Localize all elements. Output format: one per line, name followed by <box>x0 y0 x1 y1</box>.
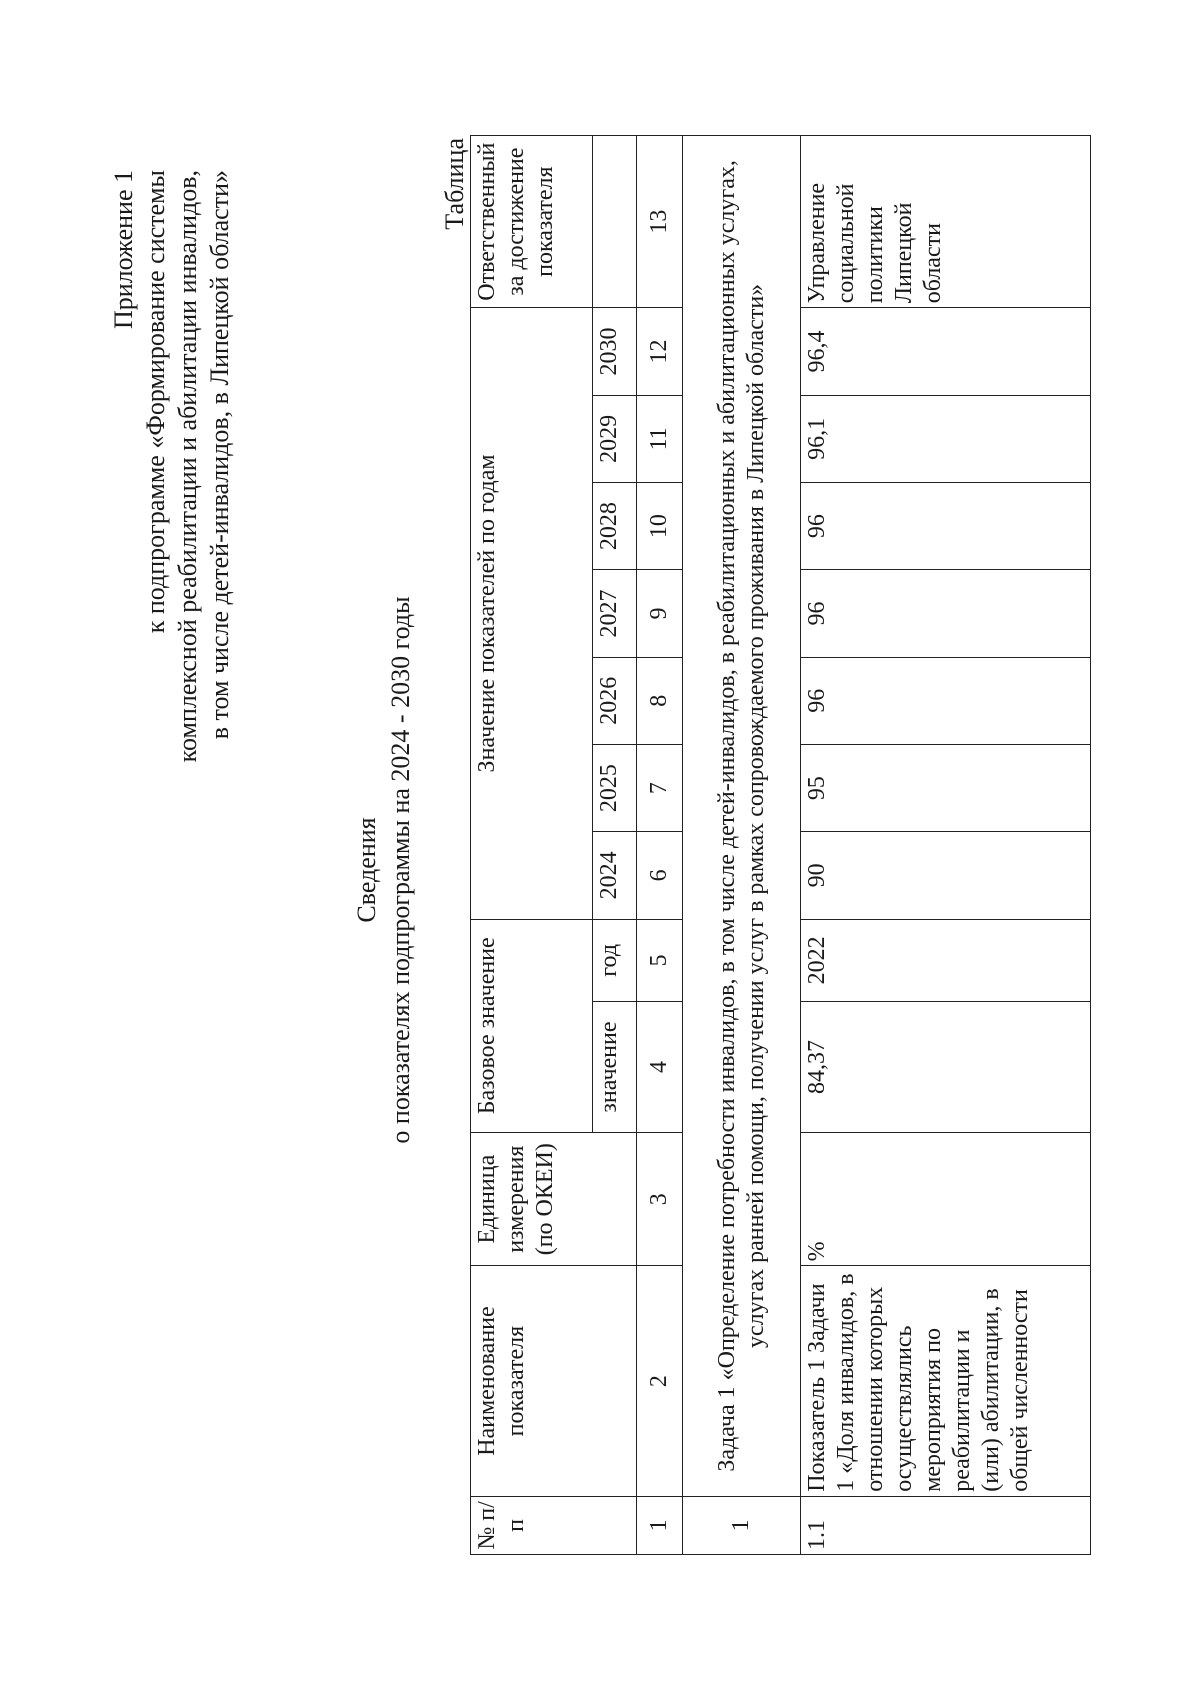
table-caption: Таблица <box>440 138 469 230</box>
appendix-line: Приложение 1 <box>109 170 138 330</box>
task-row <box>683 136 801 1555</box>
header-responsible-empty <box>593 136 637 308</box>
row-unit: % <box>801 1133 1091 1266</box>
col-number: 9 <box>637 570 683 657</box>
appendix-line: в том числе детей-инвалидов, в Липецкой области» <box>205 170 234 740</box>
document-sheet <box>100 130 1150 1610</box>
title-line-2: о показателях подпрограммы на 2024 - 2030 годы <box>386 596 415 1144</box>
task-text: Задача 1 «Определение потребности инвалидов, в том числе детей-инвалидов, в реабилитационных и абилитационных услугах, услугах ранней помощи, получении услуг в рамках сопровождаемого проживания в Липецкой области» <box>683 136 801 1497</box>
col-number: 4 <box>637 1002 683 1133</box>
header-year: 2026 <box>593 657 637 744</box>
header-base: Базовое значение <box>471 919 593 1132</box>
row-name: Показатель 1 Задачи 1 «Доля инвалидов, в отношении которых осуществлялись мероприятия по реабилитации и (или) абилитации, в общей численности <box>801 1266 1091 1496</box>
col-number: 3 <box>637 1133 683 1266</box>
header-unit: Единица измерения (по ОКЕИ) <box>471 1133 637 1266</box>
col-number: 13 <box>637 136 683 308</box>
column-numbers-row <box>637 136 683 1555</box>
row-value-2028: 96 <box>801 483 1091 570</box>
title-line-1: Сведения <box>352 817 381 923</box>
header-year: 2030 <box>593 308 637 395</box>
header-year: 2024 <box>593 832 637 919</box>
header-base-value: значение <box>593 1002 637 1133</box>
appendix-line: комплексной реабилитации и абилитации инвалидов, <box>173 170 202 763</box>
header-values-by-year: Значение показателей по годам <box>471 308 593 919</box>
col-number: 1 <box>637 1496 683 1554</box>
header-year: 2025 <box>593 744 637 831</box>
appendix-line: к подпрограмме «Формирование системы <box>141 170 170 634</box>
row-value-2024: 90 <box>801 832 1091 919</box>
row-base-value: 84,37 <box>801 1002 1091 1133</box>
col-number: 8 <box>637 657 683 744</box>
col-number: 5 <box>637 919 683 1001</box>
document-title <box>350 130 418 1610</box>
row-value-2025: 95 <box>801 744 1091 831</box>
row-value-2027: 96 <box>801 570 1091 657</box>
col-number: 11 <box>637 395 683 482</box>
header-row-1 <box>471 136 593 1555</box>
col-number: 12 <box>637 308 683 395</box>
indicators-table <box>470 135 1091 1555</box>
appendix-header <box>108 170 236 930</box>
col-number: 7 <box>637 744 683 831</box>
header-name: Наименование показателя <box>471 1266 637 1496</box>
table-row <box>801 136 1091 1555</box>
header-num: № п/п <box>471 1496 637 1554</box>
row-value-2029: 96,1 <box>801 395 1091 482</box>
header-year: 2029 <box>593 395 637 482</box>
header-responsible: Ответственный за достижение показателя <box>471 136 593 308</box>
header-base-year: год <box>593 919 637 1001</box>
task-num: 1 <box>683 1496 801 1554</box>
row-value-2030: 96,4 <box>801 308 1091 395</box>
row-num: 1.1 <box>801 1496 1091 1554</box>
row-value-2026: 96 <box>801 657 1091 744</box>
row-responsible: Управление социальной политики Липецкой области <box>801 136 1091 308</box>
row-base-year: 2022 <box>801 919 1091 1001</box>
col-number: 6 <box>637 832 683 919</box>
col-number: 2 <box>637 1266 683 1496</box>
header-year: 2028 <box>593 483 637 570</box>
header-year: 2027 <box>593 570 637 657</box>
col-number: 10 <box>637 483 683 570</box>
